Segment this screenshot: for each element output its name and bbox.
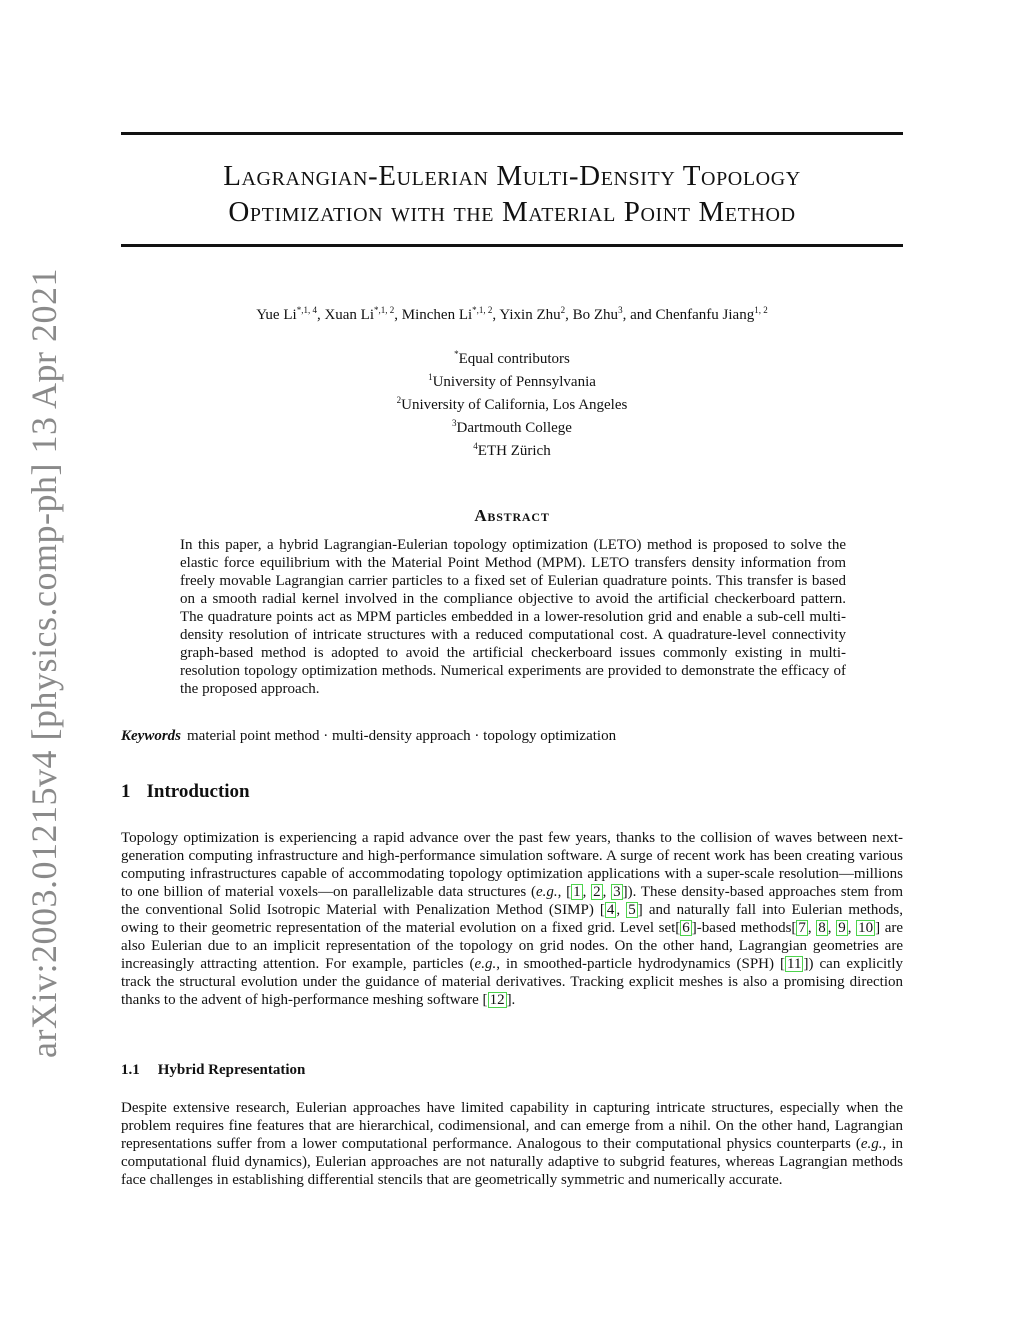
affiliation: $^3$Dartmouth College [452, 418, 572, 436]
author: Minchen $Li^{*,1, 2}$, [401, 305, 500, 323]
title-line-2: Optimization with the Material Point Method [228, 196, 796, 228]
paper-title [121, 158, 903, 230]
affiliation: $^4$ETH Zürich [473, 441, 551, 459]
section-heading-introduction [121, 781, 250, 803]
subsection-title: Hybrid Representation [157, 1062, 306, 1078]
author: Yixin Zhu$^2$, [499, 305, 573, 323]
introduction-paragraph: Topology optimization is experiencing a rapid advance over the past few years, thanks to the collision of waves between next-generation computing infrastructure and high-performance simulation software. A surge of recent work has been creating various computing infrastructures capable of accommodating topology optimization applications with a super-scale resolution—millions to one billion of material voxels—on parallelizable data structures (e.g., [ 1 , 2 , 3 ]). These density-based approaches stem from the conventional Solid Isotropic Material with Penalization Method (SIMP) [ 4 , 5 ] and naturally fall into Eulerian methods, owing to their geometric representation of the material evolution on a fixed grid. Level set[ 6 ]-based methods[ 7 , 8 , 9 , 10 ] are also Eulerian due to an implicit representation of the topology on grid nodes. On the other hand, Lagrangian geometries are increasingly attracting attention. For example, particles (e.g., in smoothed-particle hydrodynamics (SPH) [ 11 ]) can explicitly track the structural evolution under the guidance of material derivatives. Tracking explicit meshes is also a promising direction thanks to the advent of high-performance meshing software [ 12 ]. [121, 830, 904, 1008]
citation-link[interactable]: 8 [818, 920, 826, 936]
citation-link[interactable]: 5 [628, 902, 636, 918]
citation-link[interactable]: 10 [858, 920, 874, 936]
citation-link[interactable]: 1 [573, 884, 581, 900]
section-number: 1 [121, 781, 131, 802]
author: Bo Zhu$^3$, and [572, 305, 656, 323]
author: Chenfanfu Jiang$^{1, 2}$ [655, 305, 768, 323]
keywords-line [121, 727, 903, 745]
keywords-label: Keywords [121, 728, 181, 744]
citation-link[interactable]: 6 [682, 920, 690, 936]
affiliation-list [121, 345, 903, 460]
citation-link[interactable]: 12 [489, 992, 505, 1008]
keywords-text: material point method · multi-density approach · topology optimization [187, 728, 617, 744]
author: Xuan $Li^{*,1, 2}$, [324, 305, 402, 323]
title-line-1: Lagrangian-Eulerian Multi-Density Topology [223, 160, 801, 192]
citation-link[interactable]: 2 [593, 884, 601, 900]
citation-link[interactable]: 3 [613, 884, 621, 900]
subsection-heading-hybrid-representation [121, 1062, 305, 1079]
section-title: Introduction [146, 781, 250, 802]
arxiv-identifier-stamp: arXiv:2003.01215v4 [physics.comp-ph] 13 Apr 2021 [24, 268, 64, 1058]
author: Yue $Li^{*,1, 4}$, [256, 305, 325, 323]
title-bottom-rule [121, 244, 903, 247]
abstract-heading: Abstract [474, 506, 550, 525]
abstract-body: In this paper, a hybrid Lagrangian-Eulerian topology optimization (LETO) method is proposed to solve the elastic force equilibrium with the Material Point Method (MPM). LETO transfers density information from freely movable Lagrangian carrier particles to a fixed set of Eulerian quadrature points. This transfer is based on a smooth radial kernel involved in the compliance objective to avoid the artificial checkerboard pattern. The quadrature points act as MPM particles embedded in a lower-resolution grid and enable a sub-cell multi-density resolution of intricate structures with a reduced computational cost. A quadrature-level connectivity graph-based method is adopted to avoid the artificial checkerboard issues commonly existing in multi-resolution topology optimization methods. Numerical experiments are provided to demonstrate the efficacy of the proposed approach. [180, 537, 846, 697]
hybrid-representation-paragraph: Despite extensive research, Eulerian approaches have limited capability in capturing intricate structures, especially when the problem requires fine features that are hierarchical, codimensional, and can emerge from a nihil. On the other hand, Lagrangian representations suffer from a lower computational performance. Analogous to their computational physics counterparts (e.g., in computational fluid dynamics), Eulerian approaches are not naturally adaptive to subgrid features, whereas Lagrangian methods face challenges in establishing differential stencils that are geometrically symmetric and numerically accurate. [121, 1100, 903, 1188]
title-top-rule [121, 132, 903, 135]
citation-link[interactable]: 9 [838, 920, 846, 936]
author-list [121, 300, 903, 325]
affiliation: *Equal contributors [454, 349, 570, 367]
citation-link[interactable]: 7 [798, 920, 806, 936]
affiliation: $^2$University of California, Los Angeles [396, 395, 628, 413]
citation-link[interactable]: 4 [606, 902, 615, 918]
affiliation: $^1$University of Pennsylvania [428, 372, 596, 390]
subsection-number: 1.1 [121, 1062, 140, 1078]
citation-link[interactable]: 11 [787, 956, 802, 972]
